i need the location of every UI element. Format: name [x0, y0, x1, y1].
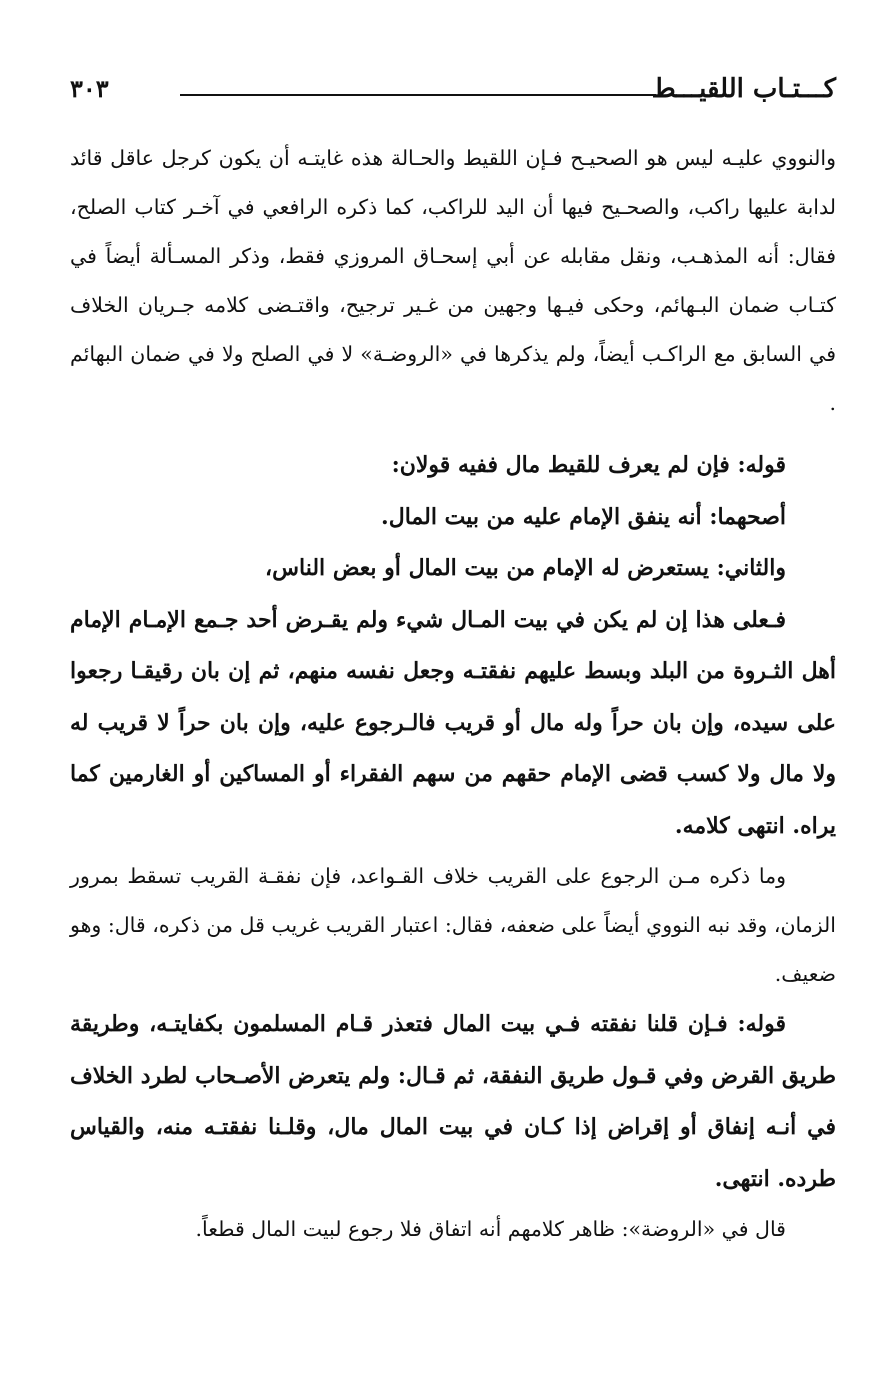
paragraph: قال في «الروضة»: ظاهر كلامهم أنه اتفاق فلا رجوع لبيت المال قطعاً.: [195, 1217, 786, 1241]
paragraph: قوله: فـإن قلنا نفقته فـي بيت المال فتعذر قـام المسلمون بكفايتـه، وطريقة طريق القرض وفي قـول طريق النفقة، ثم قـال: ولم يتعرض الأصـحاب لطرد الخلاف في أنـه إنفاق أو إقراض إذا كـان في بيت المال مال، وقلـنا نفقتـه منه، والقياس طرده. انتهى.: [70, 1011, 836, 1192]
paragraph: والنووي عليـه ليس هو الصحيـح فـإن اللقيط والحـالة هذه غايتـه أن يكون كرجل عاقل قائد لدابة عليها راكب، والصحـيح فيها أن اليد للراكب، كما ذكره الرافعي في آخـر كتاب الصلح، فقال: أنه المذهـب، ونقل مقابله عن أبي إسحـاق المروزي فقط، وذكر المسـألة أيضاً في كتـاب ضمان البـهائم، وحكى فيـها وجهين من غـير ترجيح، واقتـضى كلامه جـريان الخلاف في السابق مع الراكـب أيضاً، ولم يذكرها في «الروضـة» لا في الصلح ولا في ضمان البهائم .: [70, 146, 836, 415]
page-header: [70, 70, 836, 110]
paragraph: أصحهما: أنه ينفق الإمام عليه من بيت المال.: [381, 503, 786, 530]
book-page: [70, 70, 836, 1360]
paragraph: قوله: فإن لم يعرف للقيط مال ففيه قولان:: [391, 452, 786, 478]
body-text: [70, 134, 836, 1254]
paragraph: وما ذكره مـن الرجوع على القريب خلاف القـواعد، فإن نفقـة القريب تسقط بمرور الزمان، وقد نبه النووي أيضاً على ضعفه، فقال: اعتبار القريب غريب قل من ذكره، قال: وهو ضعيف.: [70, 864, 836, 986]
page-number: ٣٠٣: [70, 74, 109, 103]
header-rule: [180, 94, 656, 96]
paragraph: والثاني: يستعرض له الإمام من بيت المال أو بعض الناس،: [265, 555, 786, 581]
chapter-title: كـــتـاب اللقيـــط: [651, 74, 836, 104]
paragraph: فـعلى هذا إن لم يكن في بيت المـال شيء ولم يقـرض أحد جـمع الإمـام الإمام أهل الثـروة من البلد وبسط عليهم نفقتـه وجعل نفسه منهم، ثم إن بان رقيقـا رجعوا على سيده، وإن بان حراً وله مال أو قريب فالـرجوع عليه، وإن بان حراً لا قريب له ولا مال ولا كسب قضى الإمام حقهم من سهم الفقراء أو المساكين أو الغارمين كما يراه. انتهى كلامه.: [70, 606, 836, 839]
